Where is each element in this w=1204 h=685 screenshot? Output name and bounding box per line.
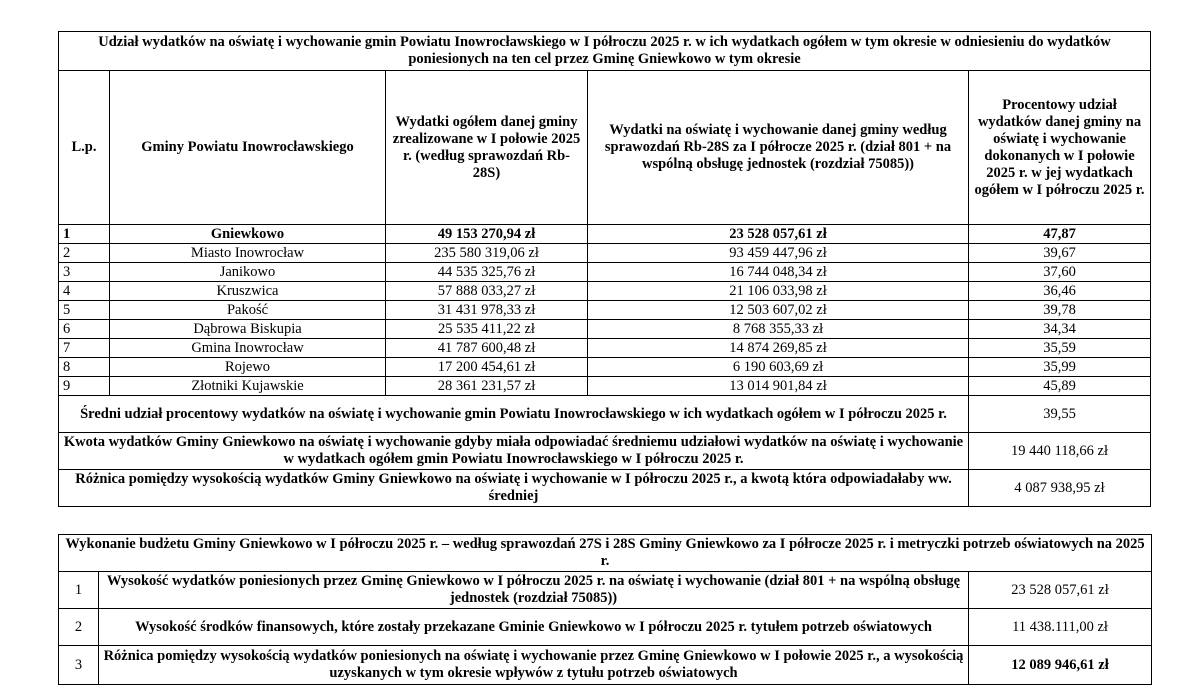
table1-title: Udział wydatków na oświatę i wychowanie gmin Powiatu Inowrocławskiego w I półroczu 2025 r. w ich wydatkach ogółem w tym okresie w odniesieniu do wydatków poniesionych na ten cel przez Gminę Gniewkowo w tym okresie <box>59 32 1151 71</box>
table-row <box>59 339 1151 358</box>
row-udzial: 47,87 <box>969 225 1151 244</box>
summary-row <box>59 433 1151 470</box>
row-ogolem: 17 200 454,61 zł <box>386 358 588 377</box>
summary-value: 4 087 938,95 zł <box>969 470 1151 507</box>
summary-value: 19 440 118,66 zł <box>969 433 1151 470</box>
row-udzial: 35,59 <box>969 339 1151 358</box>
row-lp: 8 <box>59 358 110 377</box>
row-ogolem: 49 153 270,94 zł <box>386 225 588 244</box>
row-udzial: 39,78 <box>969 301 1151 320</box>
row-ogolem: 25 535 411,22 zł <box>386 320 588 339</box>
summary-value: 39,55 <box>969 396 1151 433</box>
header-wydatki-ogolem: Wydatki ogółem danej gminy zrealizowane w I połowie 2025 r. (według sprawozdań Rb-28S) <box>386 71 588 225</box>
row-ogolem: 31 431 978,33 zł <box>386 301 588 320</box>
row-gmina: Janikowo <box>110 263 386 282</box>
table-row <box>59 646 1152 685</box>
summary-label: Średni udział procentowy wydatków na oświatę i wychowanie gmin Powiatu Inowrocławskiego w ich wydatkach ogółem w I półroczu 2025 r. <box>59 396 969 433</box>
table-row <box>59 358 1151 377</box>
row-ogolem: 235 580 319,06 zł <box>386 244 588 263</box>
row-value: 11 438.111,00 zł <box>969 609 1152 646</box>
row-udzial: 34,34 <box>969 320 1151 339</box>
row-gmina: Gniewkowo <box>110 225 386 244</box>
header-udzial: Procentowy udział wydatków danej gminy na oświatę i wychowanie dokonanych w I połowie 2025 r. w jej wydatkach ogółem w I półroczu 2025 r. <box>969 71 1151 225</box>
row-label: Wysokość środków finansowych, które zostały przekazane Gminie Gniewkowo w I półroczu 2025 r. tytułem potrzeb oświatowych <box>99 609 969 646</box>
row-lp: 9 <box>59 377 110 396</box>
row-oswiata: 8 768 355,33 zł <box>588 320 969 339</box>
summary-row <box>59 470 1151 507</box>
row-udzial: 36,46 <box>969 282 1151 301</box>
row-oswiata: 14 874 269,85 zł <box>588 339 969 358</box>
row-lp: 1 <box>59 572 99 609</box>
row-label: Różnica pomiędzy wysokością wydatków poniesionych na oświatę i wychowanie przez Gminę Gniewkowo w I połowie 2025 r., a wysokością uzyskanych w tym okresie wpływów z tytułu potrzeb oświatowych <box>99 646 969 685</box>
table-row <box>59 377 1151 396</box>
table-row <box>59 225 1151 244</box>
row-oswiata: 6 190 603,69 zł <box>588 358 969 377</box>
row-udzial: 35,99 <box>969 358 1151 377</box>
row-lp: 5 <box>59 301 110 320</box>
row-gmina: Gmina Inowrocław <box>110 339 386 358</box>
row-lp: 6 <box>59 320 110 339</box>
row-gmina: Kruszwica <box>110 282 386 301</box>
budget-execution-table <box>58 534 1152 685</box>
row-gmina: Dąbrowa Biskupia <box>110 320 386 339</box>
row-oswiata: 16 744 048,34 zł <box>588 263 969 282</box>
header-wydatki-oswiata: Wydatki na oświatę i wychowanie danej gminy według sprawozdań Rb-28S za I półrocze 2025 r. (dział 801 + na wspólną obsługę jednostek (rozdział 75085)) <box>588 71 969 225</box>
header-lp: L.p. <box>59 71 110 225</box>
table-row <box>59 572 1152 609</box>
row-gmina: Pakość <box>110 301 386 320</box>
row-lp: 2 <box>59 244 110 263</box>
row-ogolem: 28 361 231,57 zł <box>386 377 588 396</box>
table-row <box>59 244 1151 263</box>
row-oswiata: 23 528 057,61 zł <box>588 225 969 244</box>
table2-title: Wykonanie budżetu Gminy Gniewkowo w I półroczu 2025 r. – według sprawozdań 27S i 28S Gminy Gniewkowo za I półrocze 2025 r. i metryczki potrzeb oświatowych na 2025 r. <box>59 535 1152 572</box>
row-label: Wysokość wydatków poniesionych przez Gminę Gniewkowo w I półroczu 2025 r. na oświatę i wychowanie (dział 801 + na wspólną obsługę jednostek (rozdział 75085)) <box>99 572 969 609</box>
table-row <box>59 609 1152 646</box>
row-gmina: Rojewo <box>110 358 386 377</box>
row-ogolem: 57 888 033,27 zł <box>386 282 588 301</box>
row-value: 23 528 057,61 zł <box>969 572 1152 609</box>
table-row <box>59 301 1151 320</box>
row-lp: 1 <box>59 225 110 244</box>
expenditure-share-table <box>58 31 1151 507</box>
row-value: 12 089 946,61 zł <box>969 646 1152 685</box>
header-gmina: Gminy Powiatu Inowrocławskiego <box>110 71 386 225</box>
row-ogolem: 41 787 600,48 zł <box>386 339 588 358</box>
row-gmina: Złotniki Kujawskie <box>110 377 386 396</box>
row-udzial: 45,89 <box>969 377 1151 396</box>
row-lp: 3 <box>59 646 99 685</box>
row-ogolem: 44 535 325,76 zł <box>386 263 588 282</box>
row-oswiata: 93 459 447,96 zł <box>588 244 969 263</box>
row-lp: 4 <box>59 282 110 301</box>
summary-label: Kwota wydatków Gminy Gniewkowo na oświatę i wychowanie gdyby miała odpowiadać średniemu udziałowi wydatków na oświatę i wychowanie w wydatkach ogółem gmin Powiatu Inowrocławskiego w I półroczu 2025 r. <box>59 433 969 470</box>
row-oswiata: 13 014 901,84 zł <box>588 377 969 396</box>
table-row <box>59 282 1151 301</box>
table-row <box>59 320 1151 339</box>
table-row <box>59 263 1151 282</box>
row-lp: 3 <box>59 263 110 282</box>
row-lp: 7 <box>59 339 110 358</box>
row-udzial: 37,60 <box>969 263 1151 282</box>
row-udzial: 39,67 <box>969 244 1151 263</box>
row-lp: 2 <box>59 609 99 646</box>
row-gmina: Miasto Inowrocław <box>110 244 386 263</box>
summary-row <box>59 396 1151 433</box>
row-oswiata: 12 503 607,02 zł <box>588 301 969 320</box>
row-oswiata: 21 106 033,98 zł <box>588 282 969 301</box>
summary-label: Różnica pomiędzy wysokością wydatków Gminy Gniewkowo na oświatę i wychowanie w I półroczu 2025 r., a kwotą która odpowiadałaby ww. średniej <box>59 470 969 507</box>
